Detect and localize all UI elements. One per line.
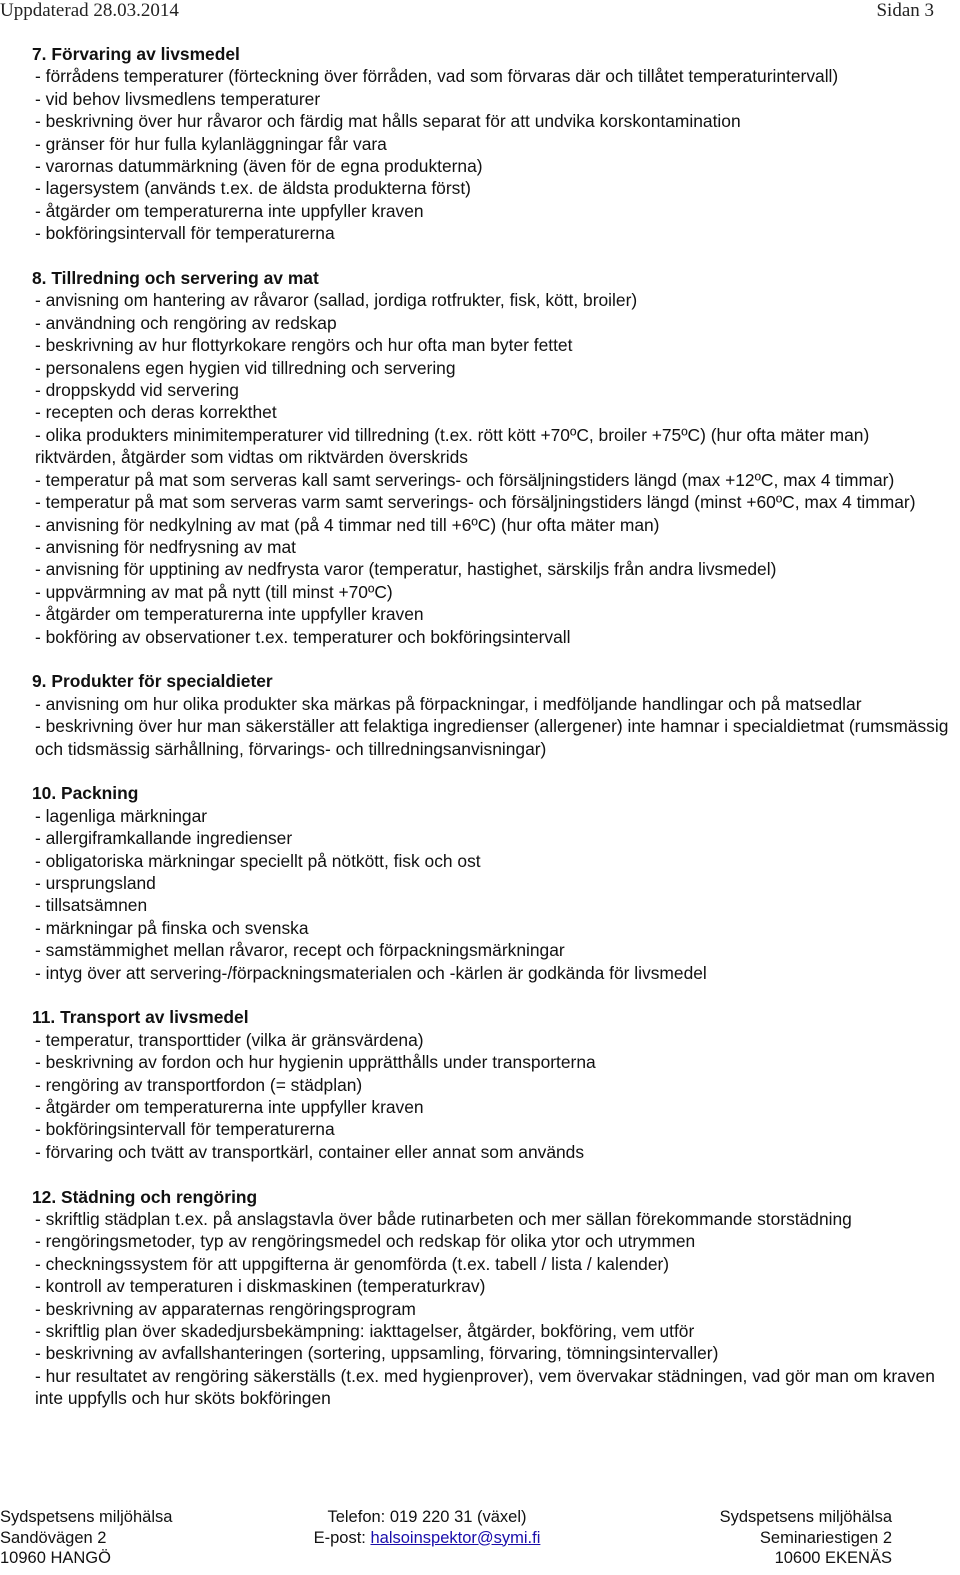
list-item: - förvaring och tvätt av transportkärl, container eller annat som används [35,1141,585,1162]
item-list [35,1208,955,1410]
list-item: - beskrivning av hur flottyrkokare rengörs och hur ofta man byter fettet [35,335,573,356]
section-title: 7. Förvaring av livsmedel [32,44,240,64]
footer-phone: Telefon: 019 220 31 (växel) [327,1508,527,1526]
list-item: - bokföringsintervall för temperaturerna [35,1119,335,1140]
list-item: - beskrivning av apparaternas rengöringsprogram [35,1298,416,1319]
list-item: - hur resultatet av rengöring säkerställs (t.ex. med hygienprover), vem övervakar städningen, vad gör man om kraven inte uppfylls och hur sköts bokföringen [35,1365,935,1409]
footer-city: 10960 HANGÖ [0,1549,111,1567]
footer-address-ekenas [720,1507,892,1569]
footer-city: 10600 EKENÄS [774,1549,892,1567]
list-item: - olika produkters minimitemperaturer vid tillredning (t.ex. rött kött +70ºC, broiler +75ºC) (hur ofta mäter man) riktvärden, åtgärder som vidtas om riktvärden överskrids [35,424,870,468]
list-item: - förrådens temperaturer (förteckning över förråden, vad som förvaras där och tillåtet temperaturintervall) [35,66,839,87]
list-item: - varornas datummärkning (även för de egna produkterna) [35,156,483,177]
section-special-diets [32,670,955,760]
list-item: - åtgärder om temperaturerna inte uppfyller kraven [35,200,424,221]
list-item: - beskrivning av fordon och hur hygienin upprätthålls under transporterna [35,1052,596,1073]
section-title: 12. Städning och rengöring [32,1186,258,1207]
section-storage [32,43,955,245]
section-cleaning [32,1186,955,1410]
page-header [0,0,960,24]
footer-org-name: Sydspetsens miljöhälsa [719,1508,892,1526]
list-item: - beskrivning över hur man säkerställer att felaktiga ingredienser (allergener) inte hamnar i specialdietmat (rumsmässig och tidsmässig särhållning, förvarings- och tillredningsanvisningar) [35,716,949,759]
updated-date: Uppdaterad 28.03.2014 [0,0,179,21]
list-item: - åtgärder om temperaturerna inte uppfyller kraven [35,1097,424,1118]
document-body [32,43,955,1432]
list-item: - bokföring av observationer t.ex. temperaturer och bokföringsintervall [35,626,571,647]
list-item: - temperatur på mat som serveras varm samt serverings- och försäljningstiders längd (minst +60ºC, max 4 timmar) [35,492,916,513]
list-item: - droppskydd vid servering [35,380,239,401]
list-item: - skriftlig plan över skadedjursbekämpning: iakttagelser, åtgärder, bokföring, vem utför [35,1321,695,1342]
footer-email-line [296,1528,558,1549]
list-item: - checkningssystem för att uppgifterna är genomförda (t.ex. tabell / lista / kalender) [35,1253,670,1274]
list-item: - anvisning om hantering av råvaror (sallad, jordiga rotfrukter, fisk, kött, broiler) [35,290,638,311]
list-item: - märkningar på finska och svenska [35,917,309,938]
list-item: - anvisning för nedfrysning av mat [35,536,296,557]
footer-contact [296,1507,558,1548]
item-list [35,65,955,244]
footer-org-name: Sydspetsens miljöhälsa [0,1508,173,1526]
section-title: 8. Tillredning och servering av mat [32,268,319,289]
section-preparation [32,267,955,648]
list-item: - rengöring av transportfordon (= städplan) [35,1074,363,1095]
list-item: - anvisning för upptining av nedfrysta varor (temperatur, hastighet, särskiljs från andra livsmedel) [35,559,777,580]
list-item: - temperatur på mat som serveras kall samt serverings- och försäljningstiders längd (max +12ºC, max 4 timmar) [35,469,895,490]
list-item: - kontroll av temperaturen i diskmaskinen (temperaturkrav) [35,1276,486,1297]
list-item: - samstämmighet mellan råvaror, recept och förpackningsmärkningar [35,940,565,961]
page-number: Sidan 3 [876,0,934,21]
section-transport [32,1006,955,1163]
item-list [35,693,955,760]
list-item: - bokföringsintervall för temperaturerna [35,223,335,244]
section-title: 11. Transport av livsmedel [32,1007,249,1028]
item-list [35,289,955,648]
list-item: - personalens egen hygien vid tillredning och servering [35,357,456,378]
footer-street: Sandövägen 2 [0,1528,107,1547]
list-item: - anvisning för nedkylning av mat (på 4 timmar ned till +6ºC) (hur ofta mäter man) [35,514,660,535]
list-item: - recepten och deras korrekthet [35,402,277,423]
footer-address-hango [0,1507,172,1569]
footer-street: Seminariestigen 2 [759,1528,892,1547]
list-item: - lagenliga märkningar [35,805,208,826]
item-list [35,805,955,984]
list-item: - intyg över att servering-/förpackningsmaterialen och -kärlen är godkända för livsmedel [35,962,707,983]
list-item: - beskrivning över hur råvaror och färdig mat hålls separat för att undvika korskontamination [35,111,741,132]
list-item: - gränser för hur fulla kylanläggningar får vara [35,133,387,154]
list-item: - användning och rengöring av redskap [35,312,337,333]
list-item: - åtgärder om temperaturerna inte uppfyller kraven [35,604,424,625]
list-item: - vid behov livsmedlens temperaturer [35,88,321,109]
section-title: 9. Produkter för specialdieter [32,671,273,692]
list-item: - lagersystem (används t.ex. de äldsta produkterna först) [35,178,471,199]
list-item: - temperatur, transporttider (vilka är gränsvärdena) [35,1029,424,1050]
list-item: - obligatoriska märkningar speciellt på nötkött, fisk och ost [35,850,481,871]
list-item: - anvisning om hur olika produkter ska märkas på förpackningar, i medföljande handlingar och på matsedlar [35,693,862,714]
email-link[interactable]: halsoinspektor@symi.fi [370,1528,541,1547]
list-item: - skriftlig städplan t.ex. på anslagstavla över både rutinarbeten och mer sällan förekommande storstädning [35,1209,852,1230]
section-packing [32,782,955,984]
list-item: - uppvärmning av mat på nytt (till minst +70ºC) [35,581,393,602]
list-item: - tillsatsämnen [35,895,148,916]
list-item: - rengöringsmetoder, typ av rengöringsmedel och redskap för olika ytor och utrymmen [35,1231,696,1252]
list-item: - ursprungsland [35,872,156,893]
footer-email-label: E-post: [313,1528,371,1547]
page-footer [0,1507,960,1575]
list-item: - beskrivning av avfallshanteringen (sortering, uppsamling, förvaring, tömningsintervaller) [35,1343,719,1364]
item-list [35,1029,955,1163]
list-item: - allergiframkallande ingredienser [35,828,293,849]
section-title: 10. Packning [32,783,139,804]
